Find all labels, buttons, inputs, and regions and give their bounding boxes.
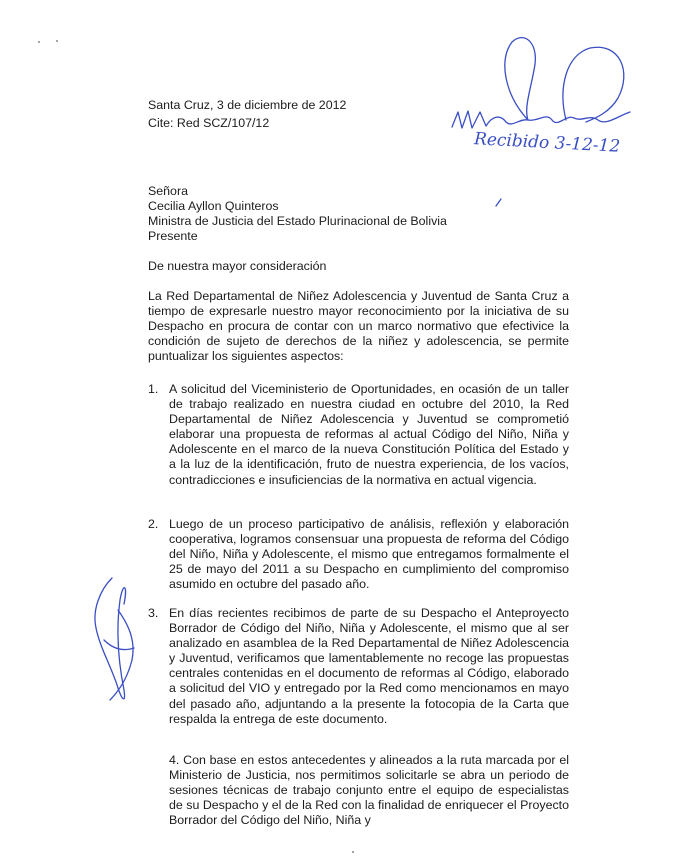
greeting: De nuestra mayor consideración — [148, 259, 327, 273]
recipient-presente: Presente — [148, 229, 198, 243]
received-note: Recibido 3-12-12 — [473, 129, 621, 157]
recipient-position: Ministra de Justicia del Estado Plurinacional de Bolivia — [148, 214, 447, 228]
scan-speck — [56, 40, 58, 42]
list-item-number: 1. — [148, 382, 159, 396]
place-date: Santa Cruz, 3 de diciembre de 2012 — [148, 98, 347, 112]
list-item-text-content: Con base en estos antecedentes y alineados a la ruta marcada por el Ministerio de Justicia, nos permitimos solicitarle se abra un periodo de sesiones técnicas de trabajo conjunto entre el equipo de especialistas de su Despacho y el de la Red con la finalidad de enriquecer el Proyecto Borrador del Código del Niño, Niña y — [169, 753, 569, 828]
list-item-text: Luego de un proceso participativo de análisis, reflexión y elaboración cooperativa, logramos consensuar una propuesta de reforma del Código del Niño, Niña y Adolescente, el mismo que entregamos formalmente el 25 de mayo del 2011 a su Despacho en cumplimiento del compromiso asumido en octubre del pasado año. — [169, 517, 569, 592]
scan-speck — [38, 41, 40, 43]
recipient-title: Señora — [148, 184, 188, 198]
scan-speck — [352, 851, 354, 853]
list-item-number: 4. — [169, 753, 180, 767]
cite-reference: Cite: Red SCZ/107/12 — [148, 116, 270, 130]
list-item-number: 2. — [148, 517, 159, 531]
list-item-text: En días recientes recibimos de parte de su Despacho el Anteproyecto Borrador de Código del Niño, Niña y Adolescente, el mismo que al ser analizado en asamblea de la Red Departamental de Niñez Adolescencia y Juventud, verificamos que lamentablemente no recoge las propuestas centrales contenidas en el documento de reformas al Código, elaborado a solicitud del VIO y entregado por la Red como mencionamos en mayo del pasado año, adjuntando a la presente la fotocopia de la Carta que respalda la entrega de este documento. — [169, 606, 569, 726]
intro-paragraph: La Red Departamental de Niñez Adolescencia y Juventud de Santa Cruz a tiempo de expresarle nuestro mayor reconocimiento por la iniciativa de su Despacho en procura de contar con un marco normativo que efectivice la condición de sujeto de derechos de la niñez y adolescencia, se permite puntualizar los siguientes aspectos: — [148, 289, 569, 364]
recipient-name: Cecilia Ayllon Quinteros — [148, 199, 279, 213]
list-item-number: 3. — [148, 606, 159, 620]
list-item-text: A solicitud del Viceministerio de Oportunidades, en ocasión de un taller de trabajo realizado en nuestra ciudad en octubre del 2010, la Red Departamental de Niñez Adolescencia y Juventud se comprometió elaborar una propuesta de reformas al actual Código del Niño, Niña y Adolescente en el marco de la nueva Constitución Política del Estado y a la luz de la identificación, fruto de nuestra experiencia, de los vacíos, contradicciones e insuficiencias de la normativa en actual vigencia. — [169, 382, 569, 487]
